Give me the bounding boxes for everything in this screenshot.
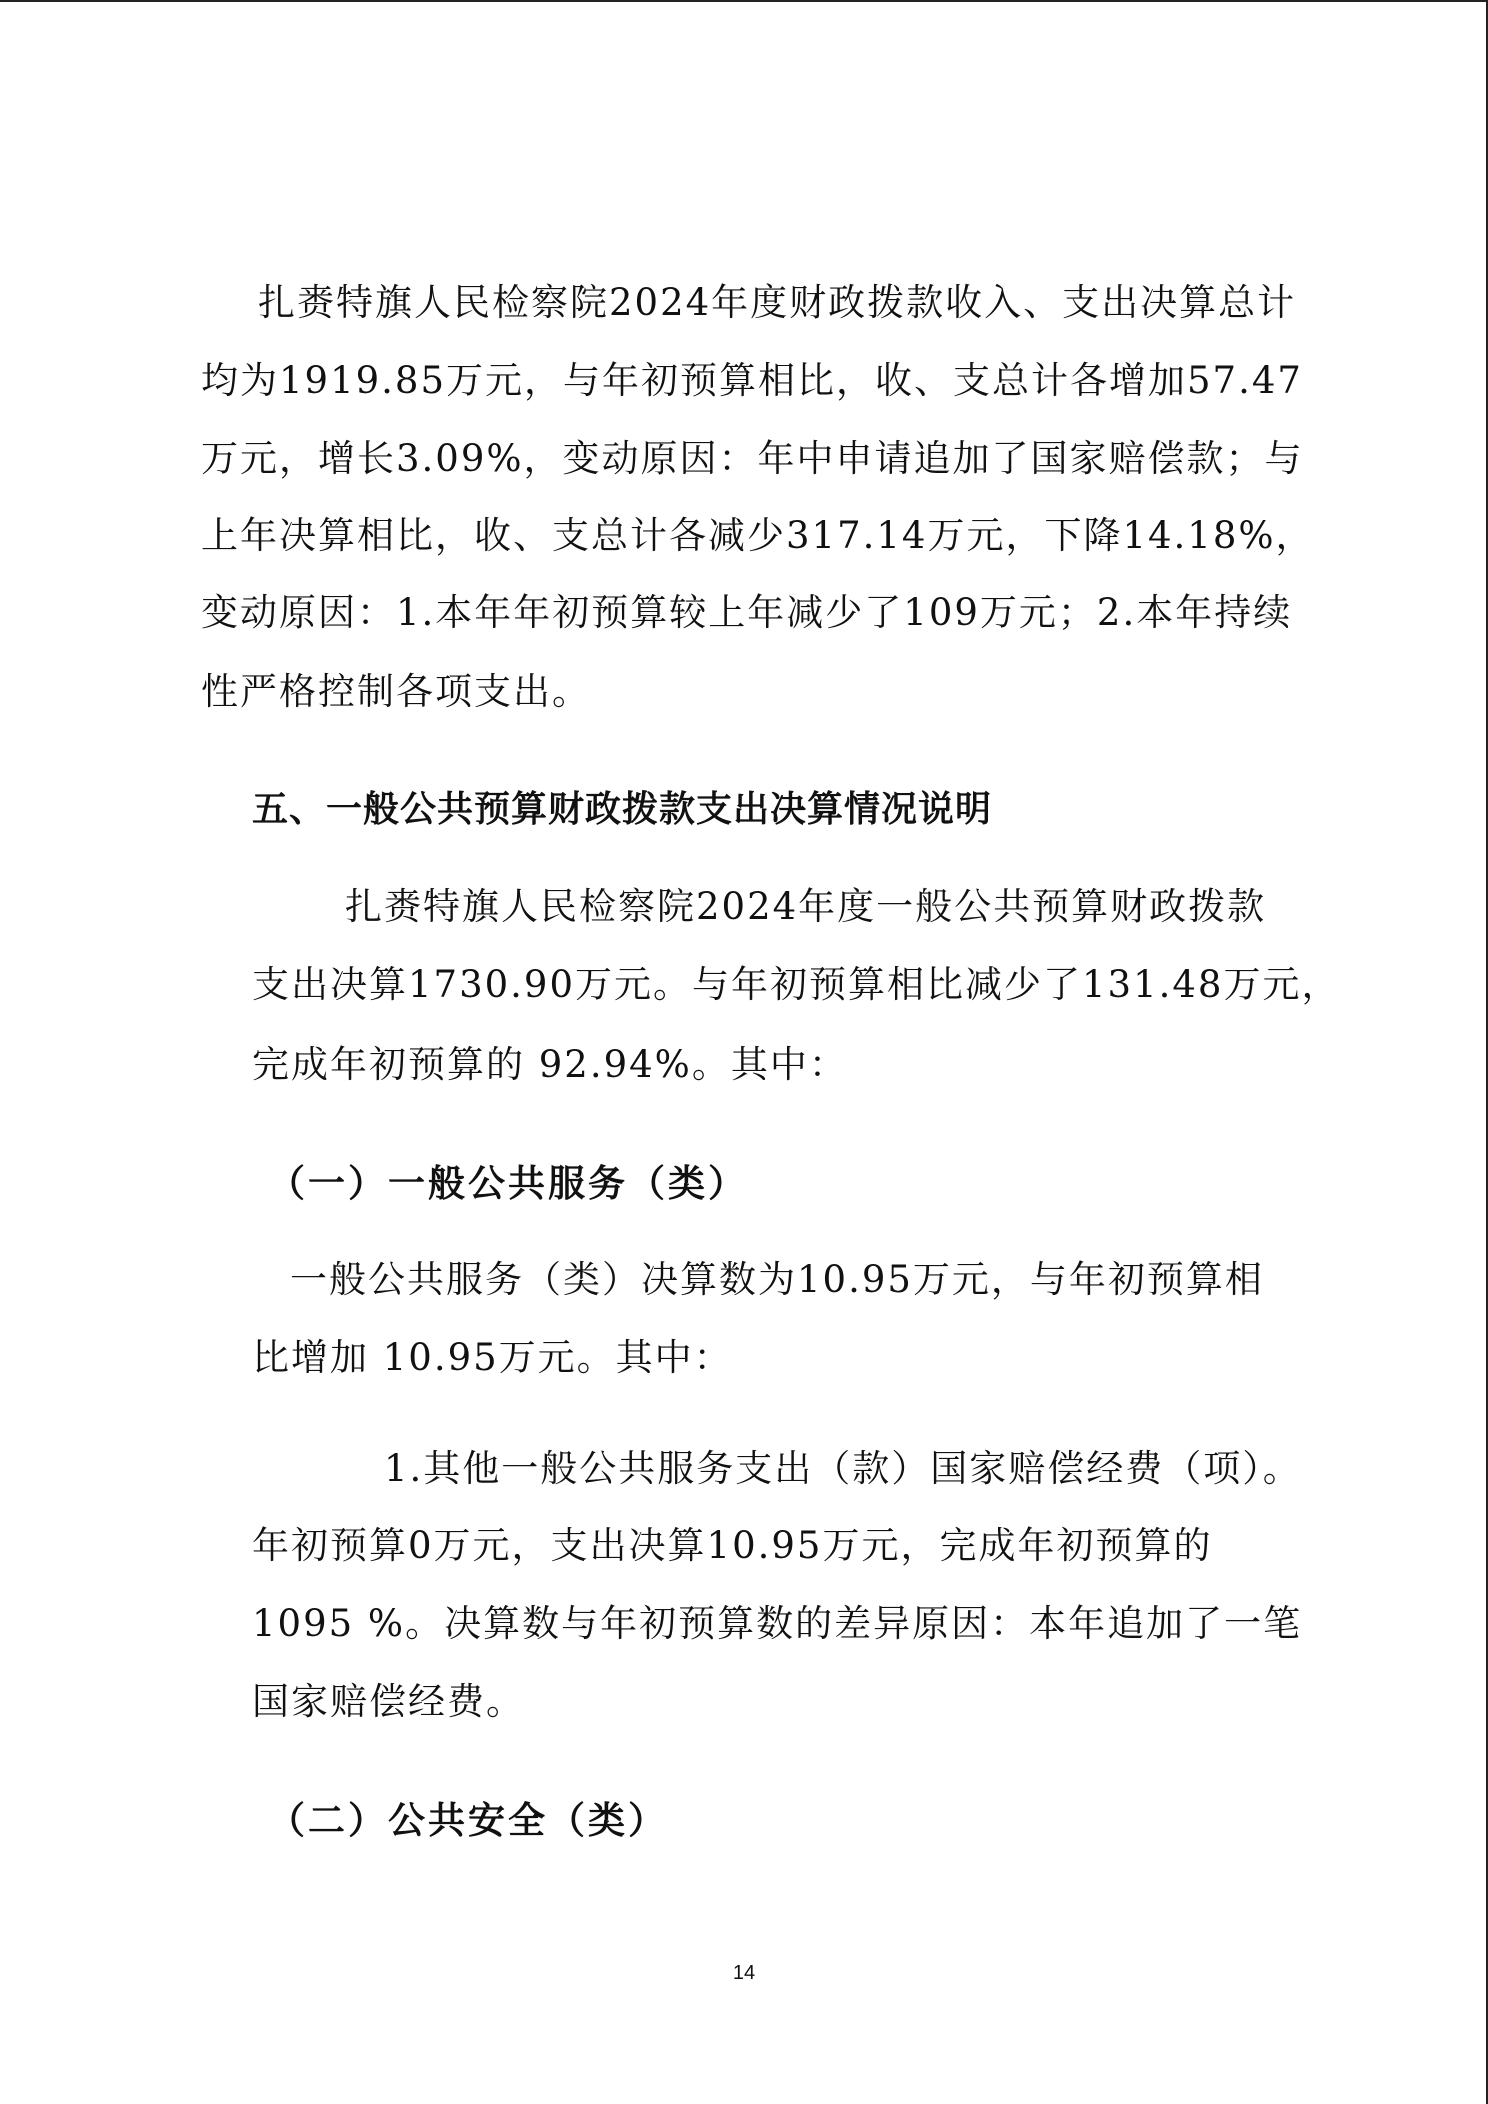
paragraph-line: 万元，增长3.09%，变动原因：年中申请追加了国家赔偿款；与 (201, 437, 1304, 480)
subsection-heading: （一）一般公共服务（类） (268, 1161, 748, 1205)
paragraph-line: 变动原因：1.本年年初预算较上年减少了109万元；2.本年持续 (201, 591, 1293, 634)
subsection-heading: （二）公共安全（类） (268, 1798, 668, 1842)
section-heading: 五、一般公共预算财政拨款支出决算情况说明 (252, 789, 993, 830)
paragraph-line: 均为1919.85万元，与年初预算相比，收、支总计各增加57.47 (201, 359, 1303, 402)
paragraph-line: 1095 %。决算数与年初预算数的差异原因：本年追加了一笔 (252, 1602, 1303, 1645)
page-number: 14 (732, 1962, 756, 1984)
paragraph-line: 支出决算1730.90万元。与年初预算相比减少了131.48万元， (252, 963, 1341, 1006)
paragraph-line: 完成年初预算的 92.94%。其中： (252, 1043, 848, 1086)
paragraph-line: 比增加 10.95万元。其中： (252, 1336, 733, 1379)
paragraph-line: 国家赔偿经费。 (252, 1680, 525, 1723)
paragraph-line: 年初预算0万元，支出决算10.95万元，完成年初预算的 (252, 1524, 1213, 1567)
paragraph-line: 扎赉特旗人民检察院2024年度财政拨款收入、支出决算总计 (258, 281, 1297, 324)
paragraph-line: 一般公共服务（类）决算数为10.95万元，与年初预算相 (290, 1258, 1264, 1301)
paragraph-line: 扎赉特旗人民检察院2024年度一般公共预算财政拨款 (345, 885, 1267, 928)
paragraph-line: 上年决算相比，收、支总计各减少317.14万元，下降14.18%， (201, 514, 1315, 557)
paragraph-line: 性严格控制各项支出。 (201, 670, 591, 713)
paragraph-line: 1.其他一般公共服务支出（款）国家赔偿经费（项）。 (384, 1447, 1302, 1490)
